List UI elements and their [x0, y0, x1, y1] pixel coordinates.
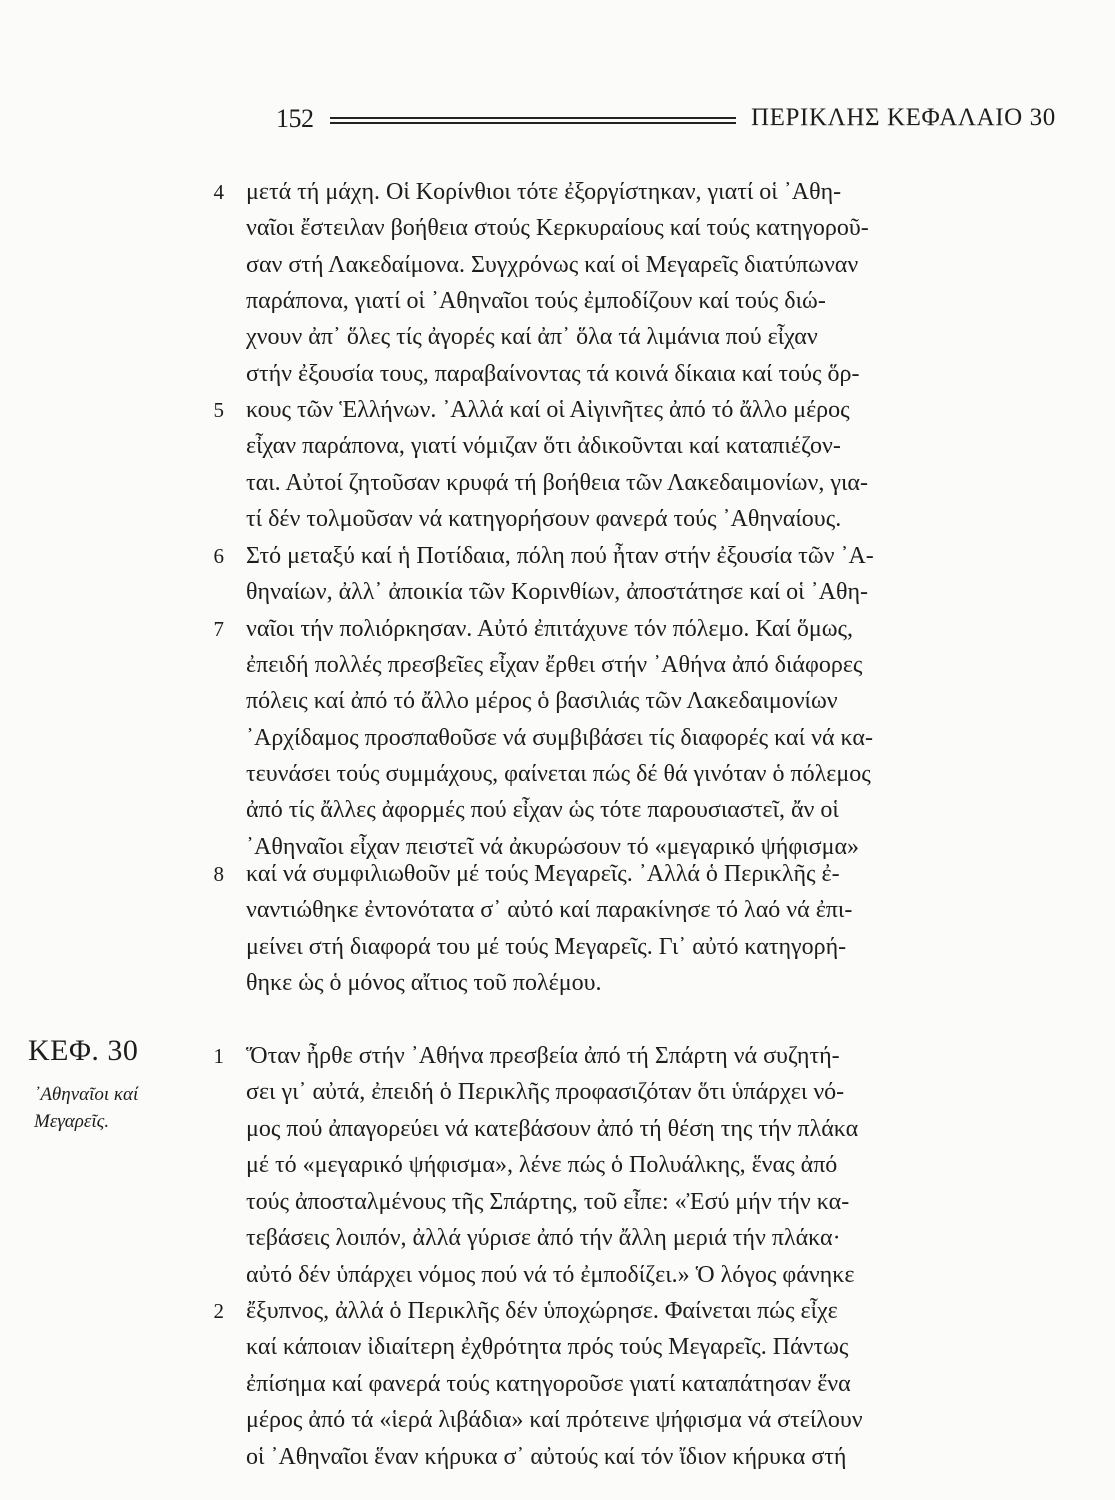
- header-double-rule: [330, 117, 736, 124]
- text-line: ἔξυπνος, ἀλλά ὁ Περικλῆς δέν ὑποχώρησε. Φαίνεται πώς εἶχε: [246, 1298, 838, 1324]
- chapter-side-note: Μεγαρεῖς.: [34, 1111, 110, 1132]
- margin-number: 8: [213, 862, 224, 886]
- text-line: ᾿Αθηναῖοι εἶχαν πειστεῖ νά ἀκυρώσουν τό «μεγαρικό ψήφισμα»: [246, 834, 860, 860]
- text-line: στήν ἐξουσία τους, παραβαίνοντας τά κοινά δίκαια καί τούς ὅρ-: [246, 361, 860, 387]
- text-line: χνουν ἀπ᾿ ὅλες τίς ἀγορές καί ἀπ᾿ ὅλα τά λιμάνια πού εἶχαν: [246, 324, 818, 350]
- text-line: παράπονα, γιατί οἱ ᾿Αθηναῖοι τούς ἐμποδίζουν καί τούς διώ-: [246, 288, 826, 314]
- text-line: πόλεις καί ἀπό τό ἄλλο μέρος ὁ βασιλιάς τῶν Λακεδαιμονίων: [246, 688, 838, 714]
- chapter-side-note: ᾿Αθηναῖοι καί: [34, 1084, 139, 1105]
- margin-number: 7: [213, 617, 224, 641]
- text-line: μος πού ἀπαγορεύει νά κατεβάσουν ἀπό τή θέση της τήν πλάκα: [246, 1116, 859, 1142]
- text-line: ται. Αὐτοί ζητοῦσαν κρυφά τή βοήθεια τῶν Λακεδαιμονίων, για-: [246, 470, 868, 496]
- margin-number: 1: [213, 1044, 224, 1068]
- margin-number: 2: [213, 1299, 224, 1323]
- text-line: Στό μεταξύ καί ἡ Ποτίδαια, πόλη πού ἦταν στήν ἐξουσία τῶν ᾿Α-: [246, 543, 874, 569]
- margin-number: 5: [213, 398, 224, 422]
- text-line: ναντιώθηκε ἐντονότατα σ᾿ αὐτό καί παρακίνησε τό λαό νά ἐπι-: [246, 897, 853, 923]
- text-line: κους τῶν Ἑλλήνων. ᾿Αλλά καί οἱ Αἰγινῆτες ἀπό τό ἄλλο μέρος: [246, 397, 850, 423]
- running-title: ΠΕΡΙΚΛΗΣ ΚΕΦΑΛΑΙΟ 30: [751, 104, 1056, 131]
- page-header: [276, 104, 1076, 138]
- text-line: σει γι᾿ αὐτά, ἐπειδή ὁ Περικλῆς προφασιζόταν ὅτι ὑπάρχει νό-: [246, 1079, 845, 1105]
- text-line: αὐτό δέν ὑπάρχει νόμος πού νά τό ἐμποδίζει.» Ὁ λόγος φάνηκε: [246, 1262, 855, 1288]
- text-line: μείνει στή διαφορά του μέ τούς Μεγαρεῖς. Γι᾿ αὐτό κατηγορή-: [246, 934, 847, 960]
- text-line: θηκε ὡς ὁ μόνος αἴτιος τοῦ πολέμου.: [246, 970, 602, 996]
- text-line: τί δέν τολμοῦσαν νά κατηγορήσουν φανερά τούς ᾿Αθηναίους.: [246, 506, 842, 532]
- text-line: ναῖοι τήν πολιόρκησαν. Αὐτό ἐπιτάχυνε τόν πόλεμο. Καί ὅμως,: [246, 616, 853, 642]
- text-line: οἱ ᾿Αθηναῖοι ἕναν κήρυκα σ᾿ αὐτούς καί τόν ἴδιον κήρυκα στή: [246, 1444, 847, 1470]
- text-line: τεβάσεις λοιπόν, ἀλλά γύρισε ἀπό τήν ἄλλη μεριά τήν πλάκα·: [246, 1225, 841, 1251]
- page-number: 152: [276, 104, 314, 133]
- margin-number: 6: [213, 544, 224, 568]
- margin-number: 4: [213, 180, 224, 204]
- chapter-heading: ΚΕΦ. 30: [28, 1034, 139, 1067]
- text-line: μέρος ἀπό τά «ἱερά λιβάδια» καί πρότεινε ψήφισμα νά στείλουν: [246, 1407, 863, 1433]
- text-line: Ὅταν ἦρθε στήν ᾿Αθήνα πρεσβεία ἀπό τή Σπάρτη νά συζητή-: [246, 1043, 840, 1069]
- text-line: θηναίων, ἀλλ᾿ ἀποικία τῶν Κορινθίων, ἀποστάτησε καί οἱ ᾿Αθη-: [246, 579, 868, 605]
- text-line: τούς ἀποσταλμένους τῆς Σπάρτης, τοῦ εἶπε: «Ἐσύ μήν τήν κα-: [246, 1189, 850, 1215]
- text-line: ᾿Αρχίδαμος προσπαθοῦσε νά συμβιβάσει τίς διαφορές καί νά κα-: [246, 725, 873, 751]
- text-line: σαν στή Λακεδαίμονα. Συγχρόνως καί οἱ Μεγαρεῖς διατύπωναν: [246, 252, 859, 278]
- text-line: ἐπειδή πολλές πρεσβεῖες εἶχαν ἔρθει στήν ᾿Αθήνα ἀπό διάφορες: [246, 652, 863, 678]
- text-line: μετά τή μάχη. Οἱ Κορίνθιοι τότε ἐξοργίστηκαν, γιατί οἱ ᾿Αθη-: [246, 179, 842, 205]
- text-line: εἶχαν παράπονα, γιατί νόμιζαν ὅτι ἀδικοῦνται καί καταπιέζον-: [246, 433, 841, 459]
- text-line: καί νά συμφιλιωθοῦν μέ τούς Μεγαρεῖς. ᾿Αλλά ὁ Περικλῆς ἐ-: [246, 861, 840, 887]
- text-line: καί κάποιαν ἰδιαίτερη ἐχθρότητα πρός τούς Μεγαρεῖς. Πάντως: [246, 1334, 849, 1360]
- text-line: ἐπίσημα καί φανερά τούς κατηγοροῦσε γιατί καταπάτησαν ἕνα: [246, 1371, 851, 1397]
- text-line: τευνάσει τούς συμμάχους, φαίνεται πώς δέ θά γινόταν ὁ πόλεμος: [246, 761, 871, 787]
- text-line: ναῖοι ἔστειλαν βοήθεια στούς Κερκυραίους καί τούς κατηγοροῦ-: [246, 215, 869, 241]
- text-line: μέ τό «μεγαρικό ψήφισμα», λένε πώς ὁ Πολυάλκης, ἕνας ἀπό: [246, 1152, 838, 1178]
- text-line: ἀπό τίς ἄλλες ἀφορμές πού εἶχαν ὡς τότε παρουσιαστεῖ, ἄν οἱ: [246, 797, 839, 823]
